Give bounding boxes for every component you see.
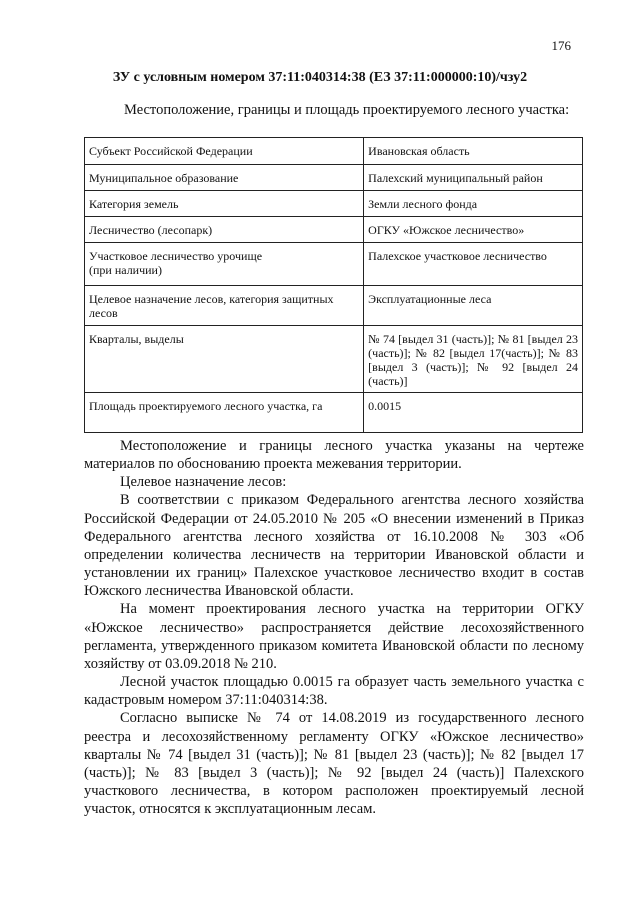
row-value: Земли лесного фонда xyxy=(364,191,583,217)
forest-plot-info-table xyxy=(84,137,583,433)
row-label: Муниципальное образование xyxy=(85,165,364,191)
intro-paragraph: Местоположение, границы и площадь проектируемого лесного участка: xyxy=(124,102,570,118)
page-number: 176 xyxy=(551,38,571,53)
row-value: Палехское участковое лесничество xyxy=(364,243,583,286)
table-row xyxy=(85,217,583,243)
paragraph: В соответствии с приказом Федерального агентства лесного хозяйства Российской Федерации от 24.05.2010 № 205 «О внесении изменений в Приказ Федерального агентства лесного хозяйства от 16.10.2008 № 303 «Об определении количества лесничеств на территории Ивановской области и установлении их границ» Палехское участковое лесничество входит в состав Южского лесничества Ивановской области. xyxy=(84,492,584,600)
row-label: Площадь проектируемого лесного участка, га xyxy=(85,393,364,433)
paragraph: Согласно выписке № 74 от 14.08.2019 из государственного лесного реестра и лесохозяйственному регламенту ОГКУ «Южское лесничество» кварталы № 74 [выдел 31 (часть)]; № 81 [выдел 23 (часть)]; № 82 [выдел 17 (часть)]; № 83 [выдел 3 (часть)]; № 92 [выдел 24 (часть)] Палехского участкового лесничества, в котором расположен проектируемый лесной участок, относятся к эксплуатационным лесам. xyxy=(84,710,584,818)
row-label: Категория земель xyxy=(85,191,364,217)
document-title: ЗУ с условным номером 37:11:040314:38 (ЕЗ 37:11:000000:10)/чзу2 xyxy=(112,70,528,85)
row-label: Лесничество (лесопарк) xyxy=(85,217,364,243)
row-value: ОГКУ «Южское лесничество» xyxy=(364,217,583,243)
row-value: 0.0015 xyxy=(364,393,583,433)
table-row xyxy=(85,191,583,217)
table-row xyxy=(85,286,583,326)
table-row xyxy=(85,165,583,191)
body-text xyxy=(84,437,584,818)
paragraph: Целевое назначение лесов: xyxy=(120,474,287,491)
row-label: Целевое назначение лесов, категория защитных лесов xyxy=(85,286,364,326)
row-value: Ивановская область xyxy=(364,138,583,165)
table-row xyxy=(85,243,583,286)
paragraph: Лесной участок площадью 0.0015 га образует часть земельного участка с кадастровым номером 37:11:040314:38. xyxy=(84,674,584,709)
row-value: Эксплуатационные леса xyxy=(364,286,583,326)
row-label: Участковое лесничество урочище (при наличии) xyxy=(85,243,364,286)
paragraph: На момент проектирования лесного участка на территории ОГКУ «Южское лесничество» распространяется действие лесохозяйственного регламента, утвержденного приказом комитета Ивановской области по лесному хозяйству от 03.09.2018 № 210. xyxy=(84,601,584,672)
table-row xyxy=(85,138,583,165)
row-label: Субъект Российской Федерации xyxy=(85,138,364,165)
table-row xyxy=(85,326,583,393)
paragraph: Местоположение и границы лесного участка указаны на чертеже материалов по обоснованию проекта межевания территории. xyxy=(84,438,584,473)
table-row xyxy=(85,393,583,433)
row-label: Кварталы, выделы xyxy=(85,326,364,393)
row-value: Палехский муниципальный район xyxy=(364,165,583,191)
row-value: № 74 [выдел 31 (часть)]; № 81 [выдел 23 (часть)]; № 82 [выдел 17(часть)]; № 83 [выдел 3 (часть)]; № 92 [выдел 24 (часть)] xyxy=(364,326,583,393)
